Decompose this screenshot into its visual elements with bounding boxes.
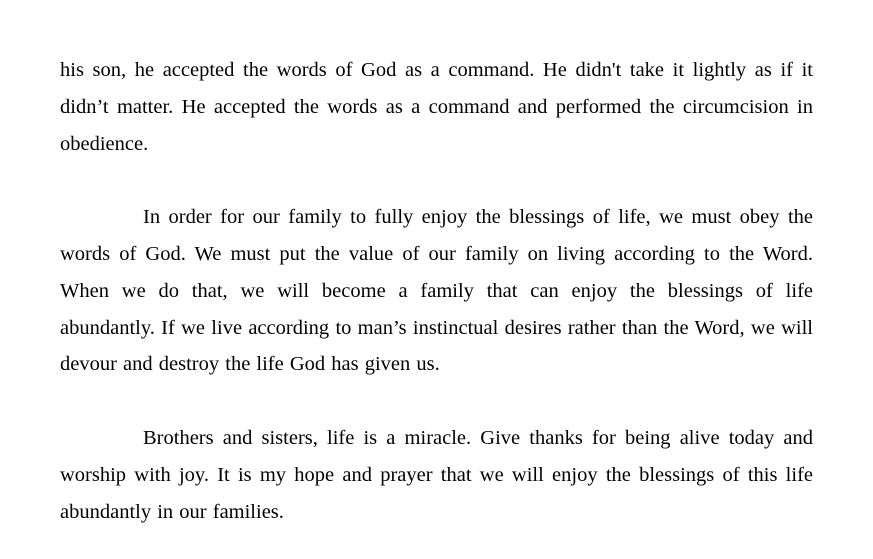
paragraph-1: his son, he accepted the words of God as a command. He didn't take it lightly as if it didn’t matter. He accepted the words as a command and performed the circumcision in obedience.: [60, 59, 813, 155]
paragraph-3: Brothers and sisters, life is a miracle. Give thanks for being alive today and worship with joy. It is my hope and prayer that we will enjoy the blessings of this life abundantly in our families.: [60, 426, 813, 523]
document-page: [60, 52, 813, 530]
paragraph-2: In order for our family to fully enjoy the blessings of life, we must obey the words of God. We must put the value of our family on living according to the Word. When we do that, we will become a family that can enjoy the blessings of life abundantly. If we live according to man’s instinctual desires rather than the Word, we will devour and destroy the life God has given us.: [60, 206, 813, 376]
